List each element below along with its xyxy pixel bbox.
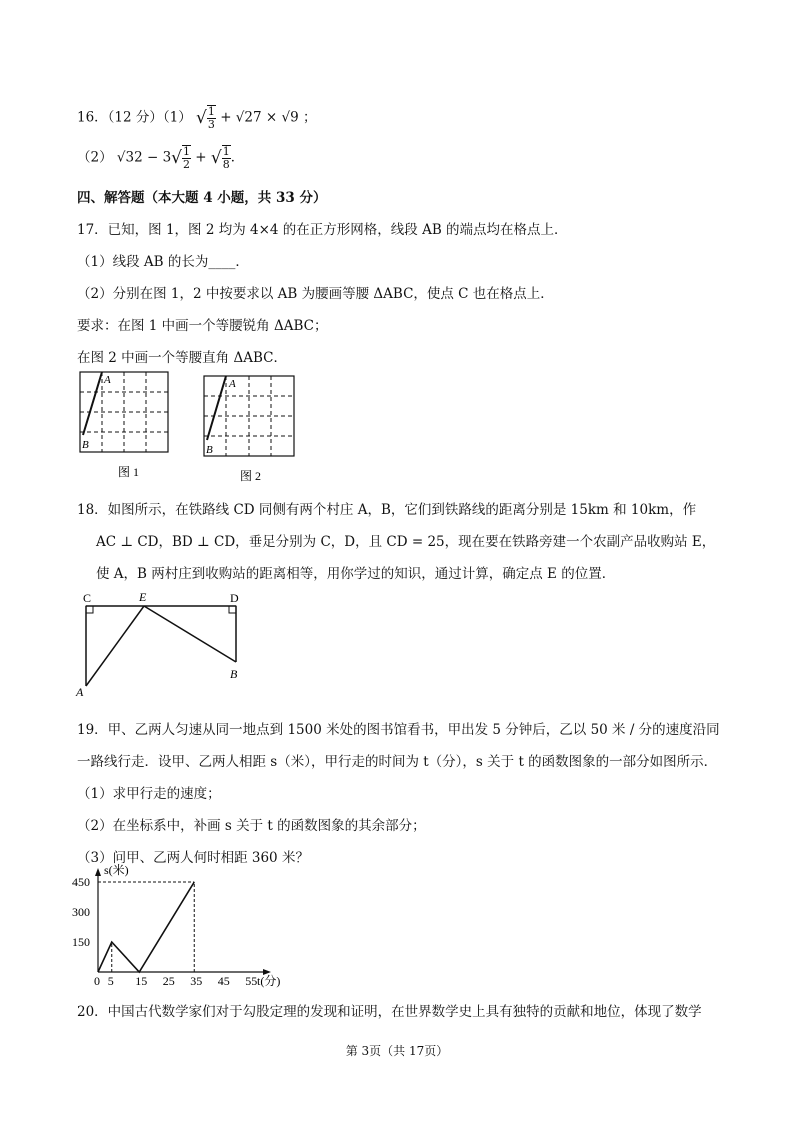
x-tick-label: 45 bbox=[217, 974, 230, 988]
label-a: A bbox=[104, 374, 111, 386]
q18-line2: AC ⊥ CD，BD ⊥ CD，垂足分别为 C，D，且 CD = 25，现在要在铁路旁建一个农副产品收购站 E， bbox=[96, 534, 716, 550]
q19-line2: 一路线行走．设甲、乙两人相距 s（米），甲行走的时间为 t（分），s 关于 t 的函数图象的一部分如图所示． bbox=[77, 754, 718, 770]
q19-part1: （1）求甲行走的速度； bbox=[77, 786, 221, 802]
x-axis-label: t(分) bbox=[257, 974, 281, 988]
line-eb bbox=[144, 606, 236, 662]
fig2-caption: 图 2 bbox=[240, 469, 262, 483]
segment-ab bbox=[207, 376, 226, 440]
frac-num: 1 bbox=[207, 105, 215, 118]
x-tick-label: 15 bbox=[135, 974, 148, 988]
section-title: 四、解答题（本大题 4 小题，共 33 分） bbox=[77, 190, 327, 206]
q19-part3: （3）问甲、乙两人何时相距 360 米？ bbox=[77, 850, 309, 866]
frac-num: 1 bbox=[183, 145, 190, 158]
q18-line1: 18．如图所示，在铁路线 CD 同侧有两个村庄 A，B，它们到铁路线的距离分别是 15km 和 10km，作 bbox=[77, 502, 697, 518]
q17-req2: 在图 2 中画一个等腰直角 ΔABC． bbox=[77, 350, 287, 366]
label-b: B bbox=[82, 439, 89, 451]
q18-line3: 使 A，B 两村庄到收购站的距离相等，用你学过的知识，通过计算，确定点 E 的位置． bbox=[96, 566, 616, 582]
q16-part2 bbox=[77, 145, 244, 171]
label-b: B bbox=[230, 667, 238, 681]
q16-part1 bbox=[77, 105, 316, 131]
q17-req1: 要求：在图 1 中画一个等腰锐角 ΔABC； bbox=[77, 318, 328, 334]
figure-2-grid bbox=[204, 376, 294, 483]
label-e: E bbox=[139, 590, 147, 604]
series-line bbox=[98, 882, 194, 972]
sqrt-symbol: √ bbox=[210, 148, 222, 168]
label-d: D bbox=[230, 591, 239, 605]
y-axis-label: s(米) bbox=[104, 863, 129, 877]
period: ． bbox=[230, 149, 245, 166]
y-tick-label: 150 bbox=[72, 935, 90, 949]
q19-line1: 19．甲、乙两人匀速从同一地点到 1500 米处的图书馆看书，甲出发 5 分钟后，乙以 50 米 / 分的速度沿同 bbox=[77, 722, 720, 738]
x-tick-label: 0 bbox=[94, 974, 100, 988]
q16-p2-label: （2） bbox=[77, 149, 113, 166]
label-a: A bbox=[76, 685, 84, 699]
label-c: C bbox=[83, 591, 92, 605]
q18-figure bbox=[70, 588, 260, 698]
x-tick-label: 25 bbox=[162, 974, 175, 988]
q17-part2: （2）分别在图 1，2 中按要求以 AB 为腰画等腰 ΔABC，使点 C 也在格点上． bbox=[77, 286, 554, 302]
label-a: A bbox=[229, 378, 236, 390]
y-tick-label: 300 bbox=[72, 905, 90, 919]
line-ae bbox=[86, 606, 144, 686]
y-tick-label: 450 bbox=[72, 875, 90, 889]
q16-p2-expr-a: √32 − 3 bbox=[116, 149, 172, 166]
segment-ab bbox=[83, 372, 102, 435]
x-tick-label: 55 bbox=[245, 974, 258, 988]
q17-part1: （1）线段 AB 的长为____． bbox=[77, 254, 249, 270]
q20-line1: 20．中国古代数学家们对于勾股定理的发现和证明，在世界数学史上具有独特的贡献和地位，体现了数学 bbox=[77, 1004, 702, 1020]
frac-den: 2 bbox=[183, 158, 190, 171]
frac-num: 1 bbox=[222, 145, 230, 158]
q16-frac-1-2 bbox=[182, 145, 191, 171]
x-tick-label: 5 bbox=[107, 974, 114, 988]
frac-den: 3 bbox=[207, 118, 215, 131]
plus-sign: + bbox=[191, 149, 211, 166]
right-angle-d bbox=[229, 606, 236, 613]
fig1-caption: 图 1 bbox=[118, 465, 140, 479]
q16-frac-1-3 bbox=[207, 105, 216, 131]
q16-p1-rest: + √27 × √9 ； bbox=[220, 109, 317, 126]
q17-stem: 17．已知，图 1，图 2 均为 4×4 的在正方形网格，线段 AB 的端点均在格点上． bbox=[77, 222, 568, 238]
figure-1-grid bbox=[80, 372, 168, 479]
y-axis-arrow bbox=[95, 868, 101, 876]
page-footer: 第 3页（共 17页） bbox=[345, 1044, 449, 1058]
q17-figures bbox=[70, 368, 320, 488]
right-angle-c bbox=[86, 606, 93, 613]
q16-head: 16．（12 分）（1） bbox=[77, 109, 192, 126]
q19-chart bbox=[70, 862, 281, 992]
q19-part2: （2）在坐标系中，补画 s 关于 t 的函数图象的其余部分； bbox=[77, 818, 426, 834]
label-b: B bbox=[206, 444, 213, 456]
sqrt-symbol: √ bbox=[171, 148, 182, 168]
frac-den: 8 bbox=[222, 158, 230, 171]
sqrt-symbol: √ bbox=[196, 108, 207, 128]
x-tick-label: 35 bbox=[190, 974, 203, 988]
q16-frac-1-8 bbox=[222, 145, 231, 171]
